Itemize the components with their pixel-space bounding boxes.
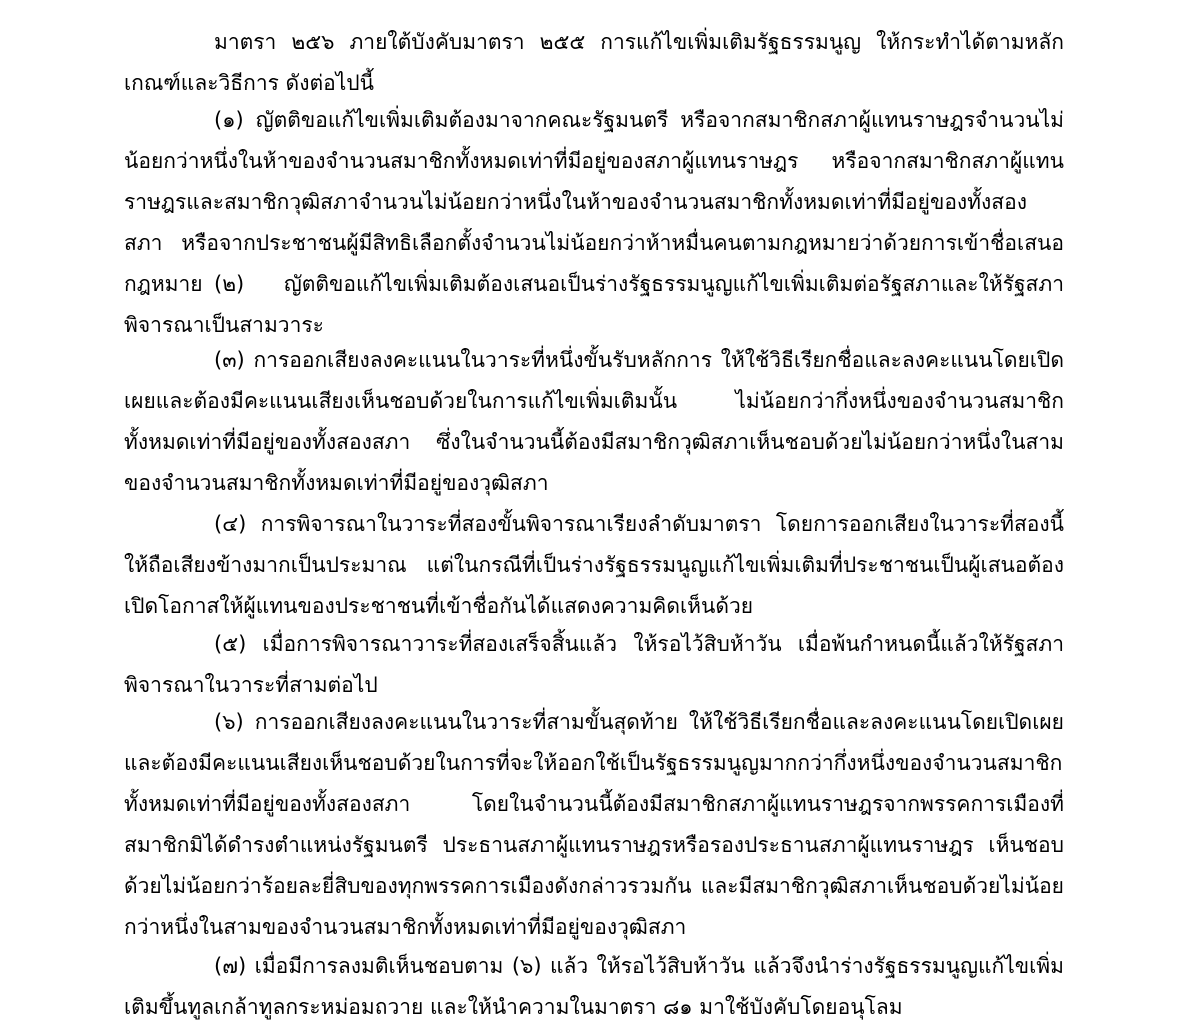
clause-6: (๖) การออกเสียงลงคะแนนในวาระที่สามขั้นสุดท้าย ให้ใช้วิธีเรียกชื่อและลงคะแนนโดยเปิดเผยและต้องมีคะแนนเสียงเห็นชอบด้วยในการที่จะให้ออกใช้เป็นรัฐธรรมนูญมากกว่ากึ่งหนึ่งของจำนวนสมาชิกทั้งหมดเท่าที่มีอยู่ของทั้งสองสภา โดยในจำนวนนี้ต้องมีสมาชิกสภาผู้แทนราษฎรจากพรรคการเมืองที่สมาชิกมิได้ดำรงตำแหน่งรัฐมนตรี ประธานสภาผู้แทนราษฎรหรือรองประธานสภาผู้แทนราษฎร เห็นชอบด้วยไม่น้อยกว่าร้อยละยี่สิบของทุกพรรคการเมืองดังกล่าวรวมกัน และมีสมาชิกวุฒิสภาเห็นชอบด้วยไม่น้อยกว่าหนึ่งในสามของจำนวนสมาชิกทั้งหมดเท่าที่มีอยู่ของวุฒิสภา bbox=[124, 710, 1064, 939]
clause-1: (๑) ญัตติขอแก้ไขเพิ่มเติมต้องมาจากคณะรัฐมนตรี หรือจากสมาชิกสภาผู้แทนราษฎรจำนวนไม่น้อยกว่าหนึ่งในห้าของจำนวนสมาชิกทั้งหมดเท่าที่มีอยู่ของสภาผู้แทนราษฎร หรือจากสมาชิกสภาผู้แทนราษฎรและสมาชิกวุฒิสภาจำนวนไม่น้อยกว่าหนึ่งในห้าของจำนวนสมาชิกทั้งหมดเท่าที่มีอยู่ของทั้งสองสภา หรือจากประชาชนผู้มีสิทธิเลือกตั้งจำนวนไม่น้อยกว่าห้าหมื่นคนตามกฎหมายว่าด้วยการเข้าชื่อเสนอกฎหมาย bbox=[124, 108, 1064, 296]
clause-3: (๓) การออกเสียงลงคะแนนในวาระที่หนึ่งขั้นรับหลักการ ให้ใช้วิธีเรียกชื่อและลงคะแนนโดยเปิดเผยและต้องมีคะแนนเสียงเห็นชอบด้วยในการแก้ไขเพิ่มเติมนั้น ไม่น้อยกว่ากึ่งหนึ่งของจำนวนสมาชิกทั้งหมดเท่าที่มีอยู่ของทั้งสองสภา ซึ่งในจำนวนนี้ต้องมีสมาชิกวุฒิสภาเห็นชอบด้วยไม่น้อยกว่าหนึ่งในสามของจำนวนสมาชิกทั้งหมดเท่าที่มีอยู่ของวุฒิสภา bbox=[124, 348, 1064, 495]
clause-4: (๔) การพิจารณาในวาระที่สองขั้นพิจารณาเรียงลำดับมาตรา โดยการออกเสียงในวาระที่สองนี้ให้ถือเสียงข้างมากเป็นประมาณ แต่ในกรณีที่เป็นร่างรัฐธรรมนูญแก้ไขเพิ่มเติมที่ประชาชนเป็นผู้เสนอต้องเปิดโอกาสให้ผู้แทนของประชาชนที่เข้าชื่อกันได้แสดงความคิดเห็นด้วย bbox=[124, 512, 1064, 618]
clause-7: (๗) เมื่อมีการลงมติเห็นชอบตาม (๖) แล้ว ให้รอไว้สิบห้าวัน แล้วจึงนำร่างรัฐธรรมนูญแก้ไขเพิ่มเติมขึ้นทูลเกล้าทูลกระหม่อมถวาย และให้นำความในมาตรา ๘๑ มาใช้บังคับโดยอนุโลม bbox=[124, 954, 1064, 1019]
clause-2: (๒) ญัตติขอแก้ไขเพิ่มเติมต้องเสนอเป็นร่างรัฐธรรมนูญแก้ไขเพิ่มเติมต่อรัฐสภาและให้รัฐสภาพิจารณาเป็นสามวาระ bbox=[124, 272, 1064, 337]
section-256-intro: มาตรา ๒๕๖ ภายใต้บังคับมาตรา ๒๕๕ การแก้ไขเพิ่มเติมรัฐธรรมนูญ ให้กระทำได้ตามหลักเกณฑ์และวิธีการ ดังต่อไปนี้ bbox=[124, 30, 1064, 95]
clause-5: (๕) เมื่อการพิจารณาวาระที่สองเสร็จสิ้นแล้ว ให้รอไว้สิบห้าวัน เมื่อพ้นกำหนดนี้แล้วให้รัฐสภาพิจารณาในวาระที่สามต่อไป bbox=[124, 632, 1064, 697]
